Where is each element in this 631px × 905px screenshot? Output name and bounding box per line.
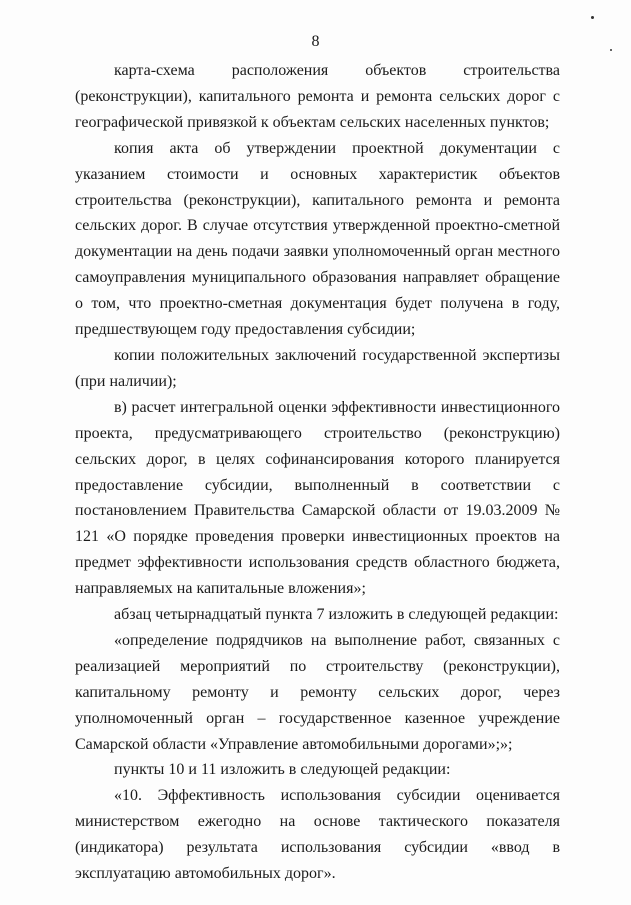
paragraph-map-scheme: карта-схема расположения объектов строительства (реконструкции), капитального ремонта и ремонта сельских дорог с географической привязкой к объектам сельских населенных пунктов; [75, 62, 560, 131]
scan-speck [610, 49, 612, 51]
paragraph-amendment-10-11: пункты 10 и 11 изложить в следующей редакции: [114, 761, 451, 779]
paragraph-expertise: копии положительных заключений государственной экспертизы (при наличии); [75, 346, 560, 390]
paragraph-contractors: «определение подрядчиков на выполнение работ, связанных с реализацией мероприятий по строительству (реконструкции), капитальному ремонту и ремонту сельских дорог, через уполномоченный орган – государственное казенное учреждение Самарской области «Управление автомобильными дорогами»;»; [75, 631, 560, 753]
paragraph-design-act: копия акта об утверждении проектной документации с указанием стоимости и основных характеристик объектов строительства (реконструкции), капитального ремонта и ремонта сельских дорог. В случае отсутствия утвержденной проектно-сметной документации на день подачи заявки уполномоченный орган местного самоуправления муниципального образования направляет обращение о том, что проектно-сметная документация будет получена в году, предшествующем году предоставления субсидии; [75, 139, 560, 339]
page-number: 8 [311, 33, 320, 50]
paragraph-integral-assessment: в) расчет интегральной оценки эффективности инвестиционного проекта, предусматривающего строительство (реконструкцию) сельских дорог, в целях софинансирования которого планируется предоставление субсидии, выполненный в соответствии с постановлением Правительства Самарской области от 19.03.2009 № 121 «О порядке проведения проверки инвестиционных проектов на предмет эффективности использования средств областного бюджета, направляемых на капитальные вложения»; [75, 398, 560, 598]
scan-speck [591, 16, 594, 19]
paragraph-amendment-7: абзац четырнадцатый пункта 7 изложить в следующей редакции: [114, 606, 559, 624]
paragraph-efficiency: «10. Эффективность использования субсидии оценивается министерством ежегодно на основе тактического показателя (индикатора) результата использования субсидии «ввод в эксплуатацию автомобильных дорог». [75, 787, 560, 883]
document-body [75, 58, 560, 887]
